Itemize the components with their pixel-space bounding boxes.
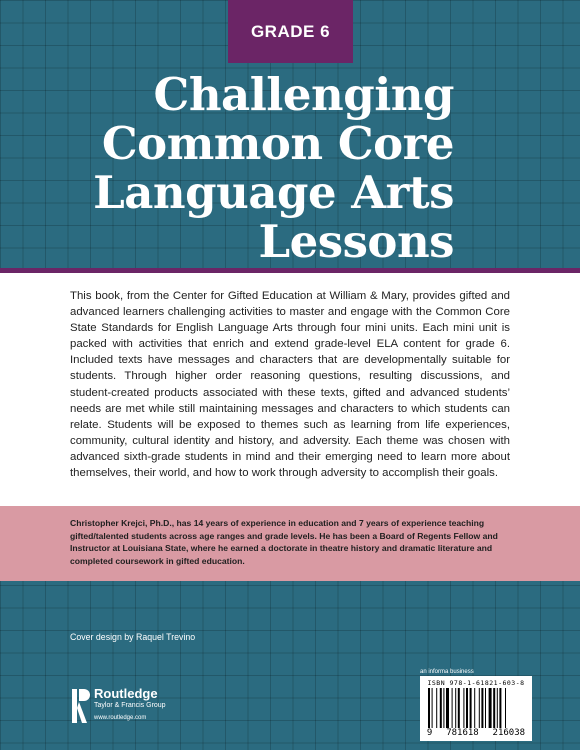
description-panel [0, 273, 580, 506]
author-name: Christopher Krejci, Ph.D., [70, 518, 175, 528]
title-line: Common Core [101, 117, 454, 170]
barcode-digits [420, 728, 532, 738]
author-bio-text: has 14 years of experience in education and 7 years of experience teaching gifted/talented students across age ranges and grade levels. He has been a Board of Regents Fellow and Instructor at Louisiana State, where he earned a doctorate in theatre history and dramatic literature and completed coursework in gifted education. [70, 518, 498, 566]
isbn-text: ISBN 978-1-61821-603-8 [427, 679, 525, 687]
cover-design-credit: Cover design by Raquel Trevino [70, 632, 196, 642]
title-line: Challenging [153, 68, 454, 121]
description-text: This book, from the Center for Gifted Education at William & Mary, provides gifted and advanced learners challenging activities to master and engage with the Common Core State Standards for English Language Arts through four mini units. Each mini unit is packed with activities that enrich and extend grade-level ELA content for grade 6. Included texts have messages and characters that are developmentally suitable for students. Through higher order reasoning questions, resulting discussions, and student-created products associated with these texts, gifted and advanced students’ needs are met while still maintaining messages and characters to which students can relate. Students will be exposed to themes such as learning from life experiences, community, cultural identity and history, and adversity. Each theme was chosen with advanced sixth-grade students in mind and their emerging need to learn more about themselves, their world, and how to work through adversity to accomplish their goals. [70, 290, 510, 480]
publisher-block [70, 687, 166, 725]
title-line: Language Arts [93, 166, 454, 219]
grade-badge [228, 0, 353, 63]
informa-tagline: an informa business [420, 669, 474, 675]
barcode-digit-group: 9 [426, 728, 433, 738]
publisher-name: Routledge [94, 686, 158, 701]
barcode-digit-group: 216038 [492, 728, 526, 738]
author-bio [70, 517, 510, 567]
barcode-icon [428, 688, 524, 728]
barcode-digit-group: 781618 [446, 728, 479, 738]
book-title [93, 70, 454, 266]
publisher-url: www.routledge.com [94, 715, 147, 721]
routledge-logo-icon [70, 687, 90, 725]
grade-badge-label: GRADE 6 [250, 21, 331, 41]
barcode-box [420, 676, 532, 741]
publisher-group: Taylor & Francis Group [94, 702, 166, 709]
author-bio-panel [0, 506, 580, 581]
title-line: Lessons [258, 215, 454, 268]
